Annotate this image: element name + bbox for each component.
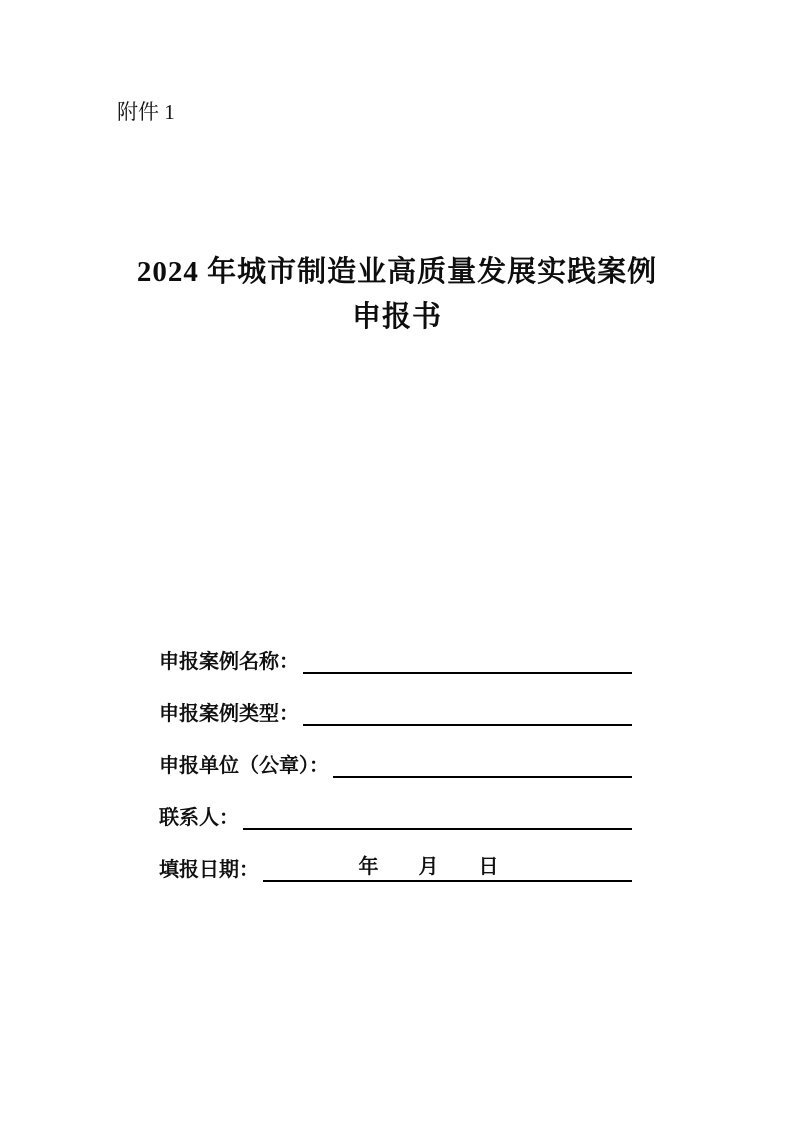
case-type-label: 申报案例类型：: [159, 703, 299, 725]
case-type-blank[interactable]: [303, 690, 632, 726]
case-name-label: 申报案例名称：: [159, 651, 299, 673]
attachment-label: 附件 1: [117, 100, 175, 124]
case-name-blank[interactable]: [303, 638, 632, 674]
form-row-contact: [159, 778, 632, 830]
form-row-case-type: [159, 674, 632, 726]
year-unit-label: 年: [358, 856, 379, 878]
form-row-unit: [159, 726, 632, 778]
document-title: [0, 250, 794, 340]
unit-blank[interactable]: [333, 742, 632, 778]
date-blank[interactable]: [263, 846, 632, 882]
date-label: 填报日期：: [159, 859, 259, 881]
form-row-date: [159, 830, 632, 882]
application-form: [159, 622, 632, 882]
contact-label: 联系人：: [159, 807, 239, 829]
unit-label: 申报单位（公章）：: [159, 755, 329, 777]
day-unit-label: 日: [478, 856, 499, 878]
month-unit-label: 月: [418, 856, 439, 878]
form-row-case-name: [159, 622, 632, 674]
document-title-line2: 申报书: [351, 301, 442, 333]
contact-blank[interactable]: [243, 794, 632, 830]
document-title-line1: 2024 年城市制造业高质量发展实践案例: [136, 256, 658, 288]
